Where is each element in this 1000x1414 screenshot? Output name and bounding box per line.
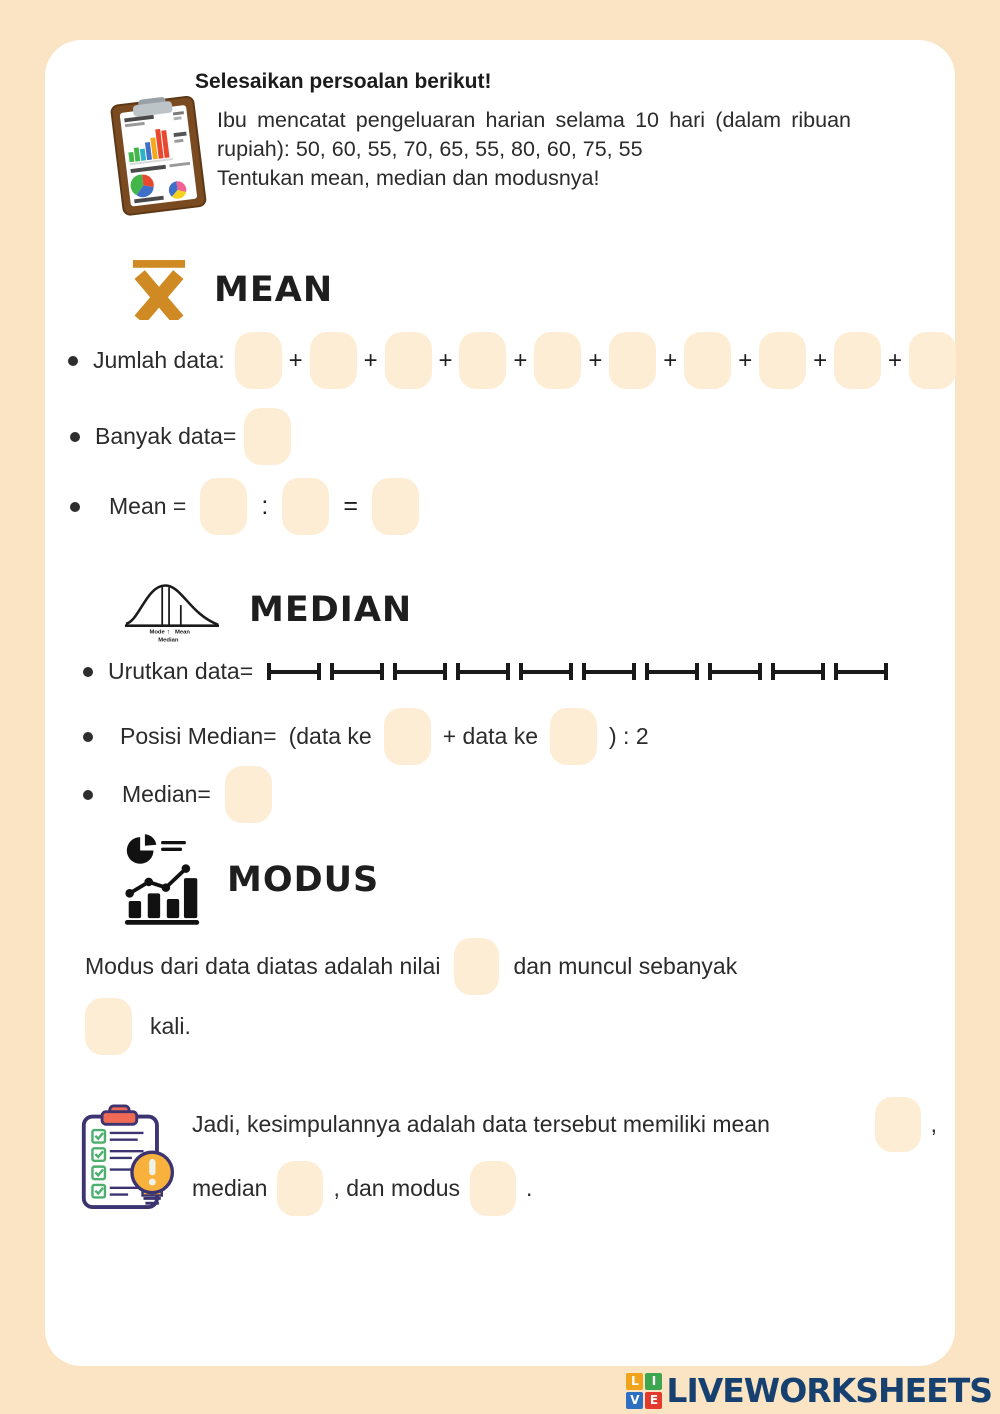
plus-sign: +: [738, 346, 753, 374]
logo-letter: I: [645, 1373, 662, 1390]
answer-box[interactable]: [875, 1097, 921, 1152]
urutkan-data-row: [83, 658, 888, 685]
answer-box[interactable]: [470, 1161, 516, 1216]
answer-box[interactable]: [834, 332, 881, 389]
jumlah-data-row: [68, 332, 956, 389]
plus-sign: +: [663, 346, 678, 374]
exercise-title: Selesaikan persoalan berikut!: [195, 70, 492, 93]
answer-box[interactable]: [384, 708, 431, 765]
posisi-median-label: Posisi Median=: [120, 723, 277, 749]
conclusion-line1: [192, 1097, 937, 1152]
logo-letter: E: [645, 1392, 662, 1409]
modus-heading: MODUS: [227, 860, 380, 900]
bullet-dot: [83, 667, 93, 677]
answer-box[interactable]: [454, 938, 499, 995]
blank-segment[interactable]: [645, 663, 699, 680]
equals-separator: =: [343, 492, 358, 520]
answer-box[interactable]: [550, 708, 597, 765]
answer-box[interactable]: [609, 332, 656, 389]
answer-box[interactable]: [225, 766, 272, 823]
liveworksheets-logo[interactable]: [626, 1371, 992, 1410]
worksheet-card: [45, 40, 955, 1366]
logo-letter: V: [626, 1392, 643, 1409]
svg-text:↑: ↑: [166, 629, 171, 637]
plus-sign: +: [888, 346, 903, 374]
plus-sign: +: [438, 346, 453, 374]
conclusion-line1-comma: ,: [930, 1111, 937, 1137]
modus-section-header: [123, 833, 379, 927]
blank-segment[interactable]: [834, 663, 888, 680]
plus-sign: +: [288, 346, 303, 374]
blank-segment[interactable]: [393, 663, 447, 680]
logo-grid: [626, 1373, 662, 1409]
answer-box[interactable]: [277, 1161, 323, 1216]
answer-box[interactable]: [759, 332, 806, 389]
plus-sign: +: [813, 346, 828, 374]
mean-formula-row: [70, 478, 419, 535]
conclusion-period: .: [526, 1175, 533, 1201]
answer-box[interactable]: [244, 408, 291, 465]
answer-box[interactable]: [385, 332, 432, 389]
median-heading: MEDIAN: [249, 590, 413, 630]
logo-text: LIVEWORKSHEETS: [666, 1371, 992, 1410]
answer-box[interactable]: [459, 332, 506, 389]
mean-label: Mean =: [109, 493, 187, 519]
checklist-lightbulb-icon: [78, 1101, 182, 1213]
bullet-dot: [70, 432, 80, 442]
banyak-data-row: [70, 408, 291, 465]
x-bar-icon: [130, 260, 188, 320]
answer-box[interactable]: [235, 332, 282, 389]
posisi-median-row: [83, 708, 649, 765]
plus-sign: +: [363, 346, 378, 374]
mean-heading: MEAN: [214, 270, 334, 310]
answer-box[interactable]: [85, 998, 132, 1055]
logo-letter: L: [626, 1373, 643, 1390]
conclusion-block: [78, 1088, 937, 1225]
problem-instruction: Tentukan mean, median dan modusnya!: [217, 166, 600, 190]
svg-text:Mode: Mode: [149, 629, 165, 636]
colon-separator: :: [261, 492, 269, 520]
plus-sign: +: [588, 346, 603, 374]
blank-segment[interactable]: [330, 663, 384, 680]
median-label: Median=: [122, 781, 211, 807]
urutkan-data-label: Urutkan data=: [108, 658, 254, 684]
median-answer-row: [83, 766, 272, 823]
modus-text-after: dan muncul sebanyak: [513, 953, 738, 979]
statistics-chart-icon: [123, 833, 203, 927]
conclusion-median-text: median: [192, 1175, 268, 1201]
blank-segment[interactable]: [708, 663, 762, 680]
answer-box[interactable]: [684, 332, 731, 389]
conclusion-line1-text: Jadi, kesimpulannya adalah data tersebut memiliki mean: [192, 1111, 770, 1137]
blank-segment[interactable]: [771, 663, 825, 680]
blank-segment[interactable]: [582, 663, 636, 680]
answer-box[interactable]: [909, 332, 956, 389]
answer-box[interactable]: [534, 332, 581, 389]
modus-sentence-line1: [85, 938, 737, 995]
blank-segment[interactable]: [267, 663, 321, 680]
conclusion-text: [192, 1088, 937, 1225]
blank-segment[interactable]: [519, 663, 573, 680]
problem-text: Ibu mencatat pengeluaran harian selama 10 hari (dalam ribuan rupiah): 50, 60, 55, 70, 65, 55, 80, 60, 75, 55: [217, 108, 851, 161]
plus-sign: +: [513, 346, 528, 374]
modus-text-before: Modus dari data diatas adalah nilai: [85, 953, 441, 979]
clipboard-chart-icon: [103, 88, 211, 216]
problem-statement: [217, 106, 851, 193]
bullet-dot: [70, 502, 80, 512]
answer-box[interactable]: [282, 478, 329, 535]
jumlah-data-label: Jumlah data:: [93, 347, 225, 373]
bullet-dot: [83, 732, 93, 742]
bell-curve-icon: [123, 576, 221, 644]
answer-box[interactable]: [200, 478, 247, 535]
posisi-mid-text: + data ke: [442, 723, 538, 749]
svg-text:Median: Median: [158, 637, 179, 644]
posisi-close-text: ) : 2: [609, 723, 649, 749]
answer-box[interactable]: [372, 478, 419, 535]
median-section-header: [123, 576, 412, 644]
answer-box[interactable]: [310, 332, 357, 389]
banyak-data-label: Banyak data=: [95, 423, 237, 449]
modus-kali-text: kali.: [150, 1013, 191, 1039]
bullet-dot: [68, 356, 78, 366]
urutkan-segments: [267, 663, 888, 680]
modus-sentence-line2: [85, 998, 191, 1055]
bullet-dot: [83, 790, 93, 800]
mean-section-header: [130, 260, 333, 320]
jumlah-data-boxes: [235, 332, 956, 389]
svg-text:Mean: Mean: [174, 629, 190, 636]
posisi-open-text: (data ke: [288, 723, 372, 749]
conclusion-modus-text: , dan modus: [333, 1175, 461, 1201]
blank-segment[interactable]: [456, 663, 510, 680]
conclusion-line2: [192, 1161, 937, 1216]
